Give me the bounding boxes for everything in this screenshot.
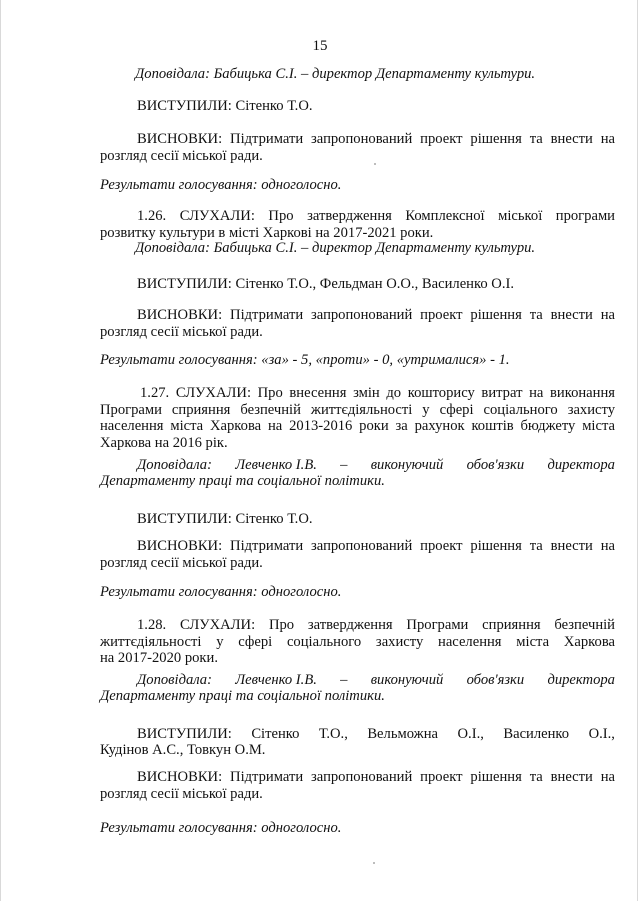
conclusions-line-2: розгляд сесії міської ради. bbox=[100, 323, 263, 340]
reporter-word: виконуючий bbox=[370, 457, 444, 473]
page-number: 15 bbox=[312, 38, 328, 54]
speakers-line: ВИСТУПИЛИ: Сітенко Т.О. bbox=[137, 98, 313, 114]
heard-line-1: 1.28. СЛУХАЛИ: Про затвердження Програми сприяння безпечній bbox=[137, 617, 615, 633]
heard-line-1: 1.27. СЛУХАЛИ: Про внесення змін до кошторису витрат на виконання bbox=[140, 385, 615, 401]
speaker-word: Василенко bbox=[503, 726, 570, 742]
speakers-line-2: Кудінов А.С., Товкун О.М. bbox=[100, 742, 266, 758]
scan-speck bbox=[373, 862, 375, 864]
speaker-word: ВИСТУПИЛИ: bbox=[137, 726, 232, 742]
reporter-word: директора bbox=[547, 457, 615, 473]
vote-result: Результати голосування: «за» - 5, «проти» - 0, «утрималися» - 1. bbox=[100, 352, 510, 368]
speakers-line: ВИСТУПИЛИ: Сітенко Т.О. bbox=[137, 511, 313, 527]
speakers-line: ВИСТУПИЛИ: Сітенко Т.О., Фельдман О.О., Василенко О.І. bbox=[137, 276, 514, 292]
heard-paragraph-1-26 bbox=[100, 208, 615, 241]
speaker-word: О.І., bbox=[588, 726, 615, 742]
conclusions-line-2: розгляд сесії міської ради. bbox=[100, 785, 263, 802]
heard-paragraph-1-28 bbox=[100, 617, 615, 667]
speaker-words bbox=[137, 726, 615, 743]
scan-speck bbox=[374, 163, 376, 165]
reporter-word: Доповідала: bbox=[137, 457, 212, 473]
reporter-line-1 bbox=[137, 457, 615, 474]
speaker-word: Сітенко bbox=[251, 726, 300, 742]
conclusions-line-2: розгляд сесії міської ради. bbox=[100, 147, 263, 164]
reporter-line: Доповідала: Бабицька С.І. – директор Департаменту культури. bbox=[135, 66, 536, 82]
speaker-word: О.І., bbox=[457, 726, 484, 742]
reporter-line-1 bbox=[137, 672, 615, 689]
heard-line-2: Програми сприяння безпечній життєдіяльності у сфері соціального захисту bbox=[100, 401, 615, 418]
conclusions-paragraph bbox=[100, 538, 615, 571]
reporter-word: – bbox=[340, 457, 348, 473]
heard-line-2: життєдіяльності у сфері соціального захисту населення міста Харкова bbox=[100, 633, 615, 650]
reporter-word: виконуючий bbox=[370, 672, 444, 688]
reporter-word: Левченко І.В. bbox=[235, 457, 317, 473]
speakers-line-1 bbox=[137, 726, 615, 743]
heard-line-3: на 2017-2020 роки. bbox=[100, 650, 218, 667]
heard-line-4: Харкова на 2016 рік. bbox=[100, 434, 228, 451]
vote-result: Результати голосування: одноголосно. bbox=[100, 820, 342, 836]
speaker-word: Т.О., bbox=[318, 726, 348, 742]
speaker-word: Вельможна bbox=[367, 726, 439, 742]
heard-paragraph-1-27 bbox=[100, 385, 615, 451]
reporter-word: обов'язки bbox=[466, 457, 525, 473]
conclusions-line-1: ВИСНОВКИ: Підтримати запропонований проект рішення та внести на bbox=[137, 538, 615, 554]
vote-result: Результати голосування: одноголосно. bbox=[100, 177, 342, 193]
reporter-words bbox=[137, 457, 615, 474]
heard-line-1: 1.26. СЛУХАЛИ: Про затвердження Комплексної міської програми bbox=[137, 208, 615, 224]
heard-line-2: розвитку культури в місті Харкові на 2017-2021 роки. bbox=[100, 224, 434, 241]
heard-line-3: населення міста Харкова на 2013-2016 роки за рахунок коштів бюджету міста bbox=[100, 418, 615, 435]
conclusions-line-1: ВИСНОВКИ: Підтримати запропонований проект рішення та внести на bbox=[137, 769, 615, 785]
reporter-word: Доповідала: bbox=[137, 672, 212, 688]
conclusions-paragraph bbox=[100, 131, 615, 164]
reporter-word: – bbox=[340, 672, 348, 688]
conclusions-line-1: ВИСНОВКИ: Підтримати запропонований проект рішення та внести на bbox=[137, 131, 615, 147]
reporter-word: обов'язки bbox=[466, 672, 525, 688]
conclusions-line-2: розгляд сесії міської ради. bbox=[100, 554, 263, 571]
reporter-words bbox=[137, 672, 615, 689]
reporter-word: директора bbox=[547, 672, 615, 688]
reporter-line-2: Департаменту праці та соціальної політики. bbox=[100, 473, 385, 489]
reporter-line-2: Департаменту праці та соціальної політики. bbox=[100, 688, 385, 704]
reporter-line: Доповідала: Бабицька С.І. – директор Департаменту культури. bbox=[135, 240, 536, 256]
conclusions-line-1: ВИСНОВКИ: Підтримати запропонований проект рішення та внести на bbox=[137, 307, 615, 323]
reporter-word: Левченко І.В. bbox=[235, 672, 317, 688]
vote-result: Результати голосування: одноголосно. bbox=[100, 584, 342, 600]
conclusions-paragraph bbox=[100, 769, 615, 802]
conclusions-paragraph bbox=[100, 307, 615, 340]
